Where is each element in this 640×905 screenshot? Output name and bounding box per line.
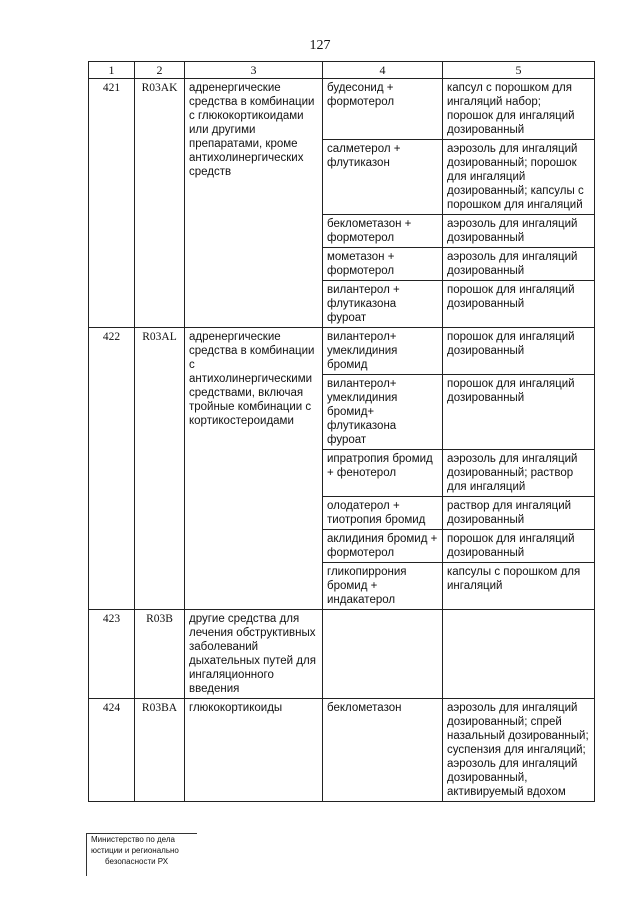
table-row <box>89 79 595 140</box>
group-name: адренергические средства в комбинации с антихолинергическими средствами, включая тройные комбинации с кортикостероидами <box>185 328 323 610</box>
drug-name: вилантерол+ умеклидиния бромид+ флутиказона фуроат <box>323 375 443 450</box>
page-number: 127 <box>309 38 331 53</box>
drug-name-empty <box>323 610 443 699</box>
atc-code: R03B <box>135 610 185 699</box>
dosage-form: капсулы с порошком для ингаляций <box>443 563 595 610</box>
dosage-form-empty <box>443 610 595 699</box>
header-cell: 2 <box>135 62 185 79</box>
table-row <box>89 328 595 375</box>
atc-code: R03BA <box>135 699 185 802</box>
dosage-form: аэрозоль для ингаляций дозированный; порошок для ингаляций дозированный; капсулы с порошком для ингаляций <box>443 140 595 215</box>
header-cell: 1 <box>89 62 135 79</box>
drug-name: олодатерол + тиотропия бромид <box>323 497 443 530</box>
dosage-form: аэрозоль для ингаляций дозированный <box>443 215 595 248</box>
row-number: 421 <box>89 79 135 328</box>
medicines-table <box>88 61 595 802</box>
stamp-line: Министерство по дела <box>91 835 175 844</box>
drug-name: мометазон + формотерол <box>323 248 443 281</box>
drug-name: гликопиррония бромид + индакатерол <box>323 563 443 610</box>
dosage-form: порошок для ингаляций дозированный <box>443 281 595 328</box>
drug-name: будесонид + формотерол <box>323 79 443 140</box>
dosage-form: порошок для ингаляций дозированный <box>443 328 595 375</box>
group-name: другие средства для лечения обструктивных заболеваний дыхательных путей для ингаляционного введения <box>185 610 323 699</box>
dosage-form: порошок для ингаляций дозированный <box>443 375 595 450</box>
drug-name: салметерол + флутиказон <box>323 140 443 215</box>
drug-name: аклидиния бромид + формотерол <box>323 530 443 563</box>
table-header-row <box>89 62 595 79</box>
row-number: 423 <box>89 610 135 699</box>
table-row <box>89 699 595 802</box>
dosage-form: аэрозоль для ингаляций дозированный; спрей назальный дозированный; суспензия для ингаляций; аэрозоль для ингаляций дозированный, активируемый вдохом <box>443 699 595 802</box>
stamp-line: безопасности РХ <box>105 857 169 866</box>
atc-code: R03AL <box>135 328 185 610</box>
dosage-form: капсул с порошком для ингаляций набор; порошок для ингаляций дозированный <box>443 79 595 140</box>
ministry-stamp <box>86 833 197 876</box>
header-cell: 3 <box>185 62 323 79</box>
atc-code: R03AK <box>135 79 185 328</box>
dosage-form: аэрозоль для ингаляций дозированный; раствор для ингаляций <box>443 450 595 497</box>
dosage-form: раствор для ингаляций дозированный <box>443 497 595 530</box>
group-name: глюкокортикоиды <box>185 699 323 802</box>
dosage-form: аэрозоль для ингаляций дозированный <box>443 248 595 281</box>
dosage-form: порошок для ингаляций дозированный <box>443 530 595 563</box>
row-number: 424 <box>89 699 135 802</box>
drug-name: беклометазон <box>323 699 443 802</box>
drug-name: ипратропия бромид + фенотерол <box>323 450 443 497</box>
header-cell: 4 <box>323 62 443 79</box>
group-name: адренергические средства в комбинации с глюкокортикоидами или другими препаратами, кроме антихолинергических средств <box>185 79 323 328</box>
stamp-line: юстиции и регионально <box>91 846 179 855</box>
drug-name: вилантерол + флутиказона фуроат <box>323 281 443 328</box>
drug-name: беклометазон + формотерол <box>323 215 443 248</box>
drug-name: вилантерол+ умеклидиния бромид <box>323 328 443 375</box>
header-cell: 5 <box>443 62 595 79</box>
row-number: 422 <box>89 328 135 610</box>
table-row <box>89 610 595 699</box>
